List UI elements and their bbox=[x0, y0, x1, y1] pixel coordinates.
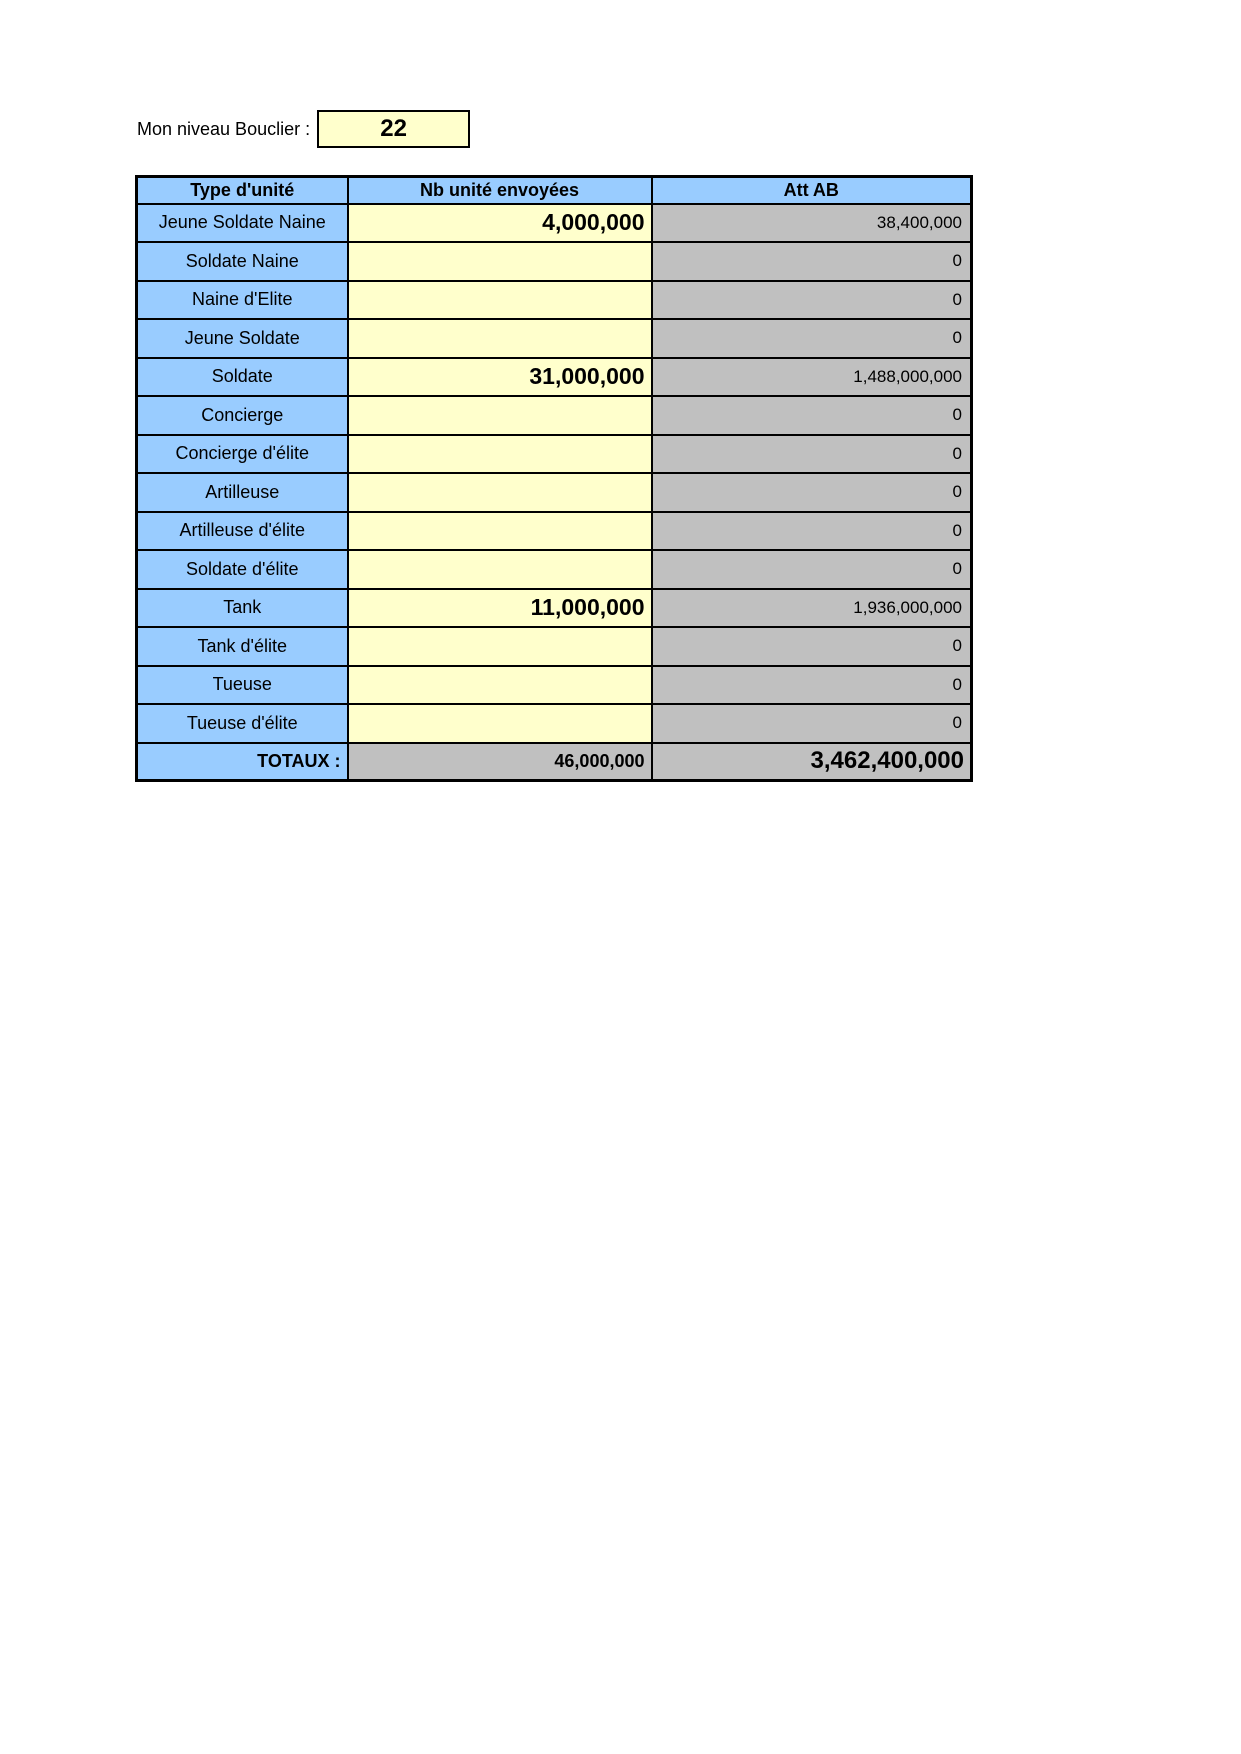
att-ab-cell: 0 bbox=[652, 473, 972, 512]
att-ab-cell: 38,400,000 bbox=[652, 204, 972, 243]
table-row bbox=[137, 396, 972, 435]
totals-units-sent: 46,000,000 bbox=[348, 743, 652, 781]
units-sent-cell[interactable] bbox=[348, 666, 652, 705]
table-row bbox=[137, 435, 972, 474]
unit-table bbox=[135, 175, 973, 782]
header-row bbox=[137, 177, 972, 204]
unit-type-cell: Tank d'élite bbox=[137, 627, 348, 666]
unit-type-cell: Artilleuse bbox=[137, 473, 348, 512]
shield-level-row bbox=[137, 108, 470, 150]
shield-level-value: 22 bbox=[380, 115, 407, 142]
table-row bbox=[137, 627, 972, 666]
unit-type-cell: Concierge d'élite bbox=[137, 435, 348, 474]
att-ab-cell: 0 bbox=[652, 627, 972, 666]
table-row bbox=[137, 550, 972, 589]
unit-type-cell: Concierge bbox=[137, 396, 348, 435]
unit-type-cell: Naine d'Elite bbox=[137, 281, 348, 320]
units-sent-cell[interactable] bbox=[348, 512, 652, 551]
col-header-att-ab: Att AB bbox=[652, 177, 972, 204]
att-ab-cell: 0 bbox=[652, 666, 972, 705]
units-sent-cell[interactable] bbox=[348, 396, 652, 435]
att-ab-cell: 0 bbox=[652, 435, 972, 474]
units-sent-cell[interactable]: 11,000,000 bbox=[348, 589, 652, 628]
units-sent-cell[interactable] bbox=[348, 435, 652, 474]
unit-type-cell: Tank bbox=[137, 589, 348, 628]
unit-type-cell: Tueuse bbox=[137, 666, 348, 705]
att-ab-cell: 0 bbox=[652, 281, 972, 320]
att-ab-cell: 0 bbox=[652, 319, 972, 358]
att-ab-cell: 1,936,000,000 bbox=[652, 589, 972, 628]
table-row bbox=[137, 319, 972, 358]
unit-type-cell: Soldate Naine bbox=[137, 242, 348, 281]
unit-type-cell: Soldate d'élite bbox=[137, 550, 348, 589]
att-ab-cell: 0 bbox=[652, 396, 972, 435]
table-row bbox=[137, 473, 972, 512]
att-ab-cell: 0 bbox=[652, 704, 972, 743]
totals-row bbox=[137, 743, 972, 781]
att-ab-cell: 1,488,000,000 bbox=[652, 358, 972, 397]
units-sent-cell[interactable] bbox=[348, 550, 652, 589]
table-row bbox=[137, 204, 972, 243]
shield-level-input[interactable] bbox=[317, 110, 470, 148]
table-row bbox=[137, 512, 972, 551]
units-sent-cell[interactable] bbox=[348, 242, 652, 281]
table-row bbox=[137, 704, 972, 743]
unit-type-cell: Soldate bbox=[137, 358, 348, 397]
att-ab-cell: 0 bbox=[652, 550, 972, 589]
col-header-units-sent: Nb unité envoyées bbox=[348, 177, 652, 204]
table-row bbox=[137, 242, 972, 281]
att-ab-cell: 0 bbox=[652, 242, 972, 281]
units-sent-cell[interactable] bbox=[348, 627, 652, 666]
shield-level-label: Mon niveau Bouclier : bbox=[137, 118, 311, 139]
units-sent-cell[interactable] bbox=[348, 319, 652, 358]
table-row bbox=[137, 666, 972, 705]
att-ab-cell: 0 bbox=[652, 512, 972, 551]
units-sent-cell[interactable] bbox=[348, 473, 652, 512]
unit-type-cell: Artilleuse d'élite bbox=[137, 512, 348, 551]
col-header-unit-type: Type d'unité bbox=[137, 177, 348, 204]
units-sent-cell[interactable] bbox=[348, 281, 652, 320]
table-row bbox=[137, 358, 972, 397]
totals-att-ab: 3,462,400,000 bbox=[652, 743, 972, 781]
units-sent-cell[interactable]: 4,000,000 bbox=[348, 204, 652, 243]
unit-type-cell: Tueuse d'élite bbox=[137, 704, 348, 743]
unit-type-cell: Jeune Soldate Naine bbox=[137, 204, 348, 243]
units-sent-cell[interactable]: 31,000,000 bbox=[348, 358, 652, 397]
units-sent-cell[interactable] bbox=[348, 704, 652, 743]
table-row bbox=[137, 589, 972, 628]
totals-label: TOTAUX : bbox=[137, 743, 348, 781]
unit-type-cell: Jeune Soldate bbox=[137, 319, 348, 358]
table-row bbox=[137, 281, 972, 320]
